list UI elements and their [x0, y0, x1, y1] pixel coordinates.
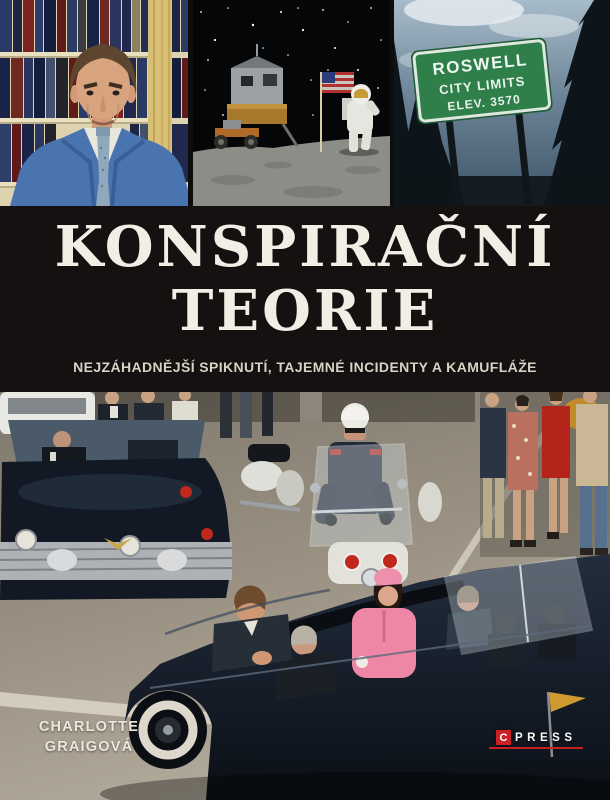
sign-line-elev: ELEV. 3570 — [446, 91, 522, 114]
sign-line-roswell: ROSWELL — [431, 50, 529, 79]
book-title-line2: TEORIE — [171, 278, 439, 344]
publisher-name: PRESS — [515, 731, 577, 744]
logo-underline — [489, 747, 583, 749]
roswell-ufo-sign-photo — [394, 0, 610, 206]
woman-in-red-dress — [542, 406, 570, 478]
title-band — [0, 206, 610, 392]
moon-landing-photo — [193, 0, 390, 206]
author-name — [25, 717, 153, 757]
escort-car — [0, 392, 232, 600]
publisher-logo — [496, 730, 577, 745]
cpress-logo-icon: C — [496, 730, 511, 745]
author-last-name: GRAIGOVÁ — [44, 739, 134, 755]
motorcycle-windshield — [310, 444, 412, 546]
author-first-name: CHARLOTTE — [38, 719, 140, 735]
nixon-portrait-photo — [0, 0, 188, 206]
book-subtitle: NEJZÁHADNĚJŠÍ SPIKNUTÍ, TAJEMNÉ INCIDENTY A KAMUFLÁŽE — [73, 359, 537, 375]
book-spines-right — [172, 0, 188, 182]
book-title-line1: KONSPIRAČNÍ — [54, 214, 556, 280]
sign-line-city-limits: CITY LIMITS — [438, 73, 527, 98]
